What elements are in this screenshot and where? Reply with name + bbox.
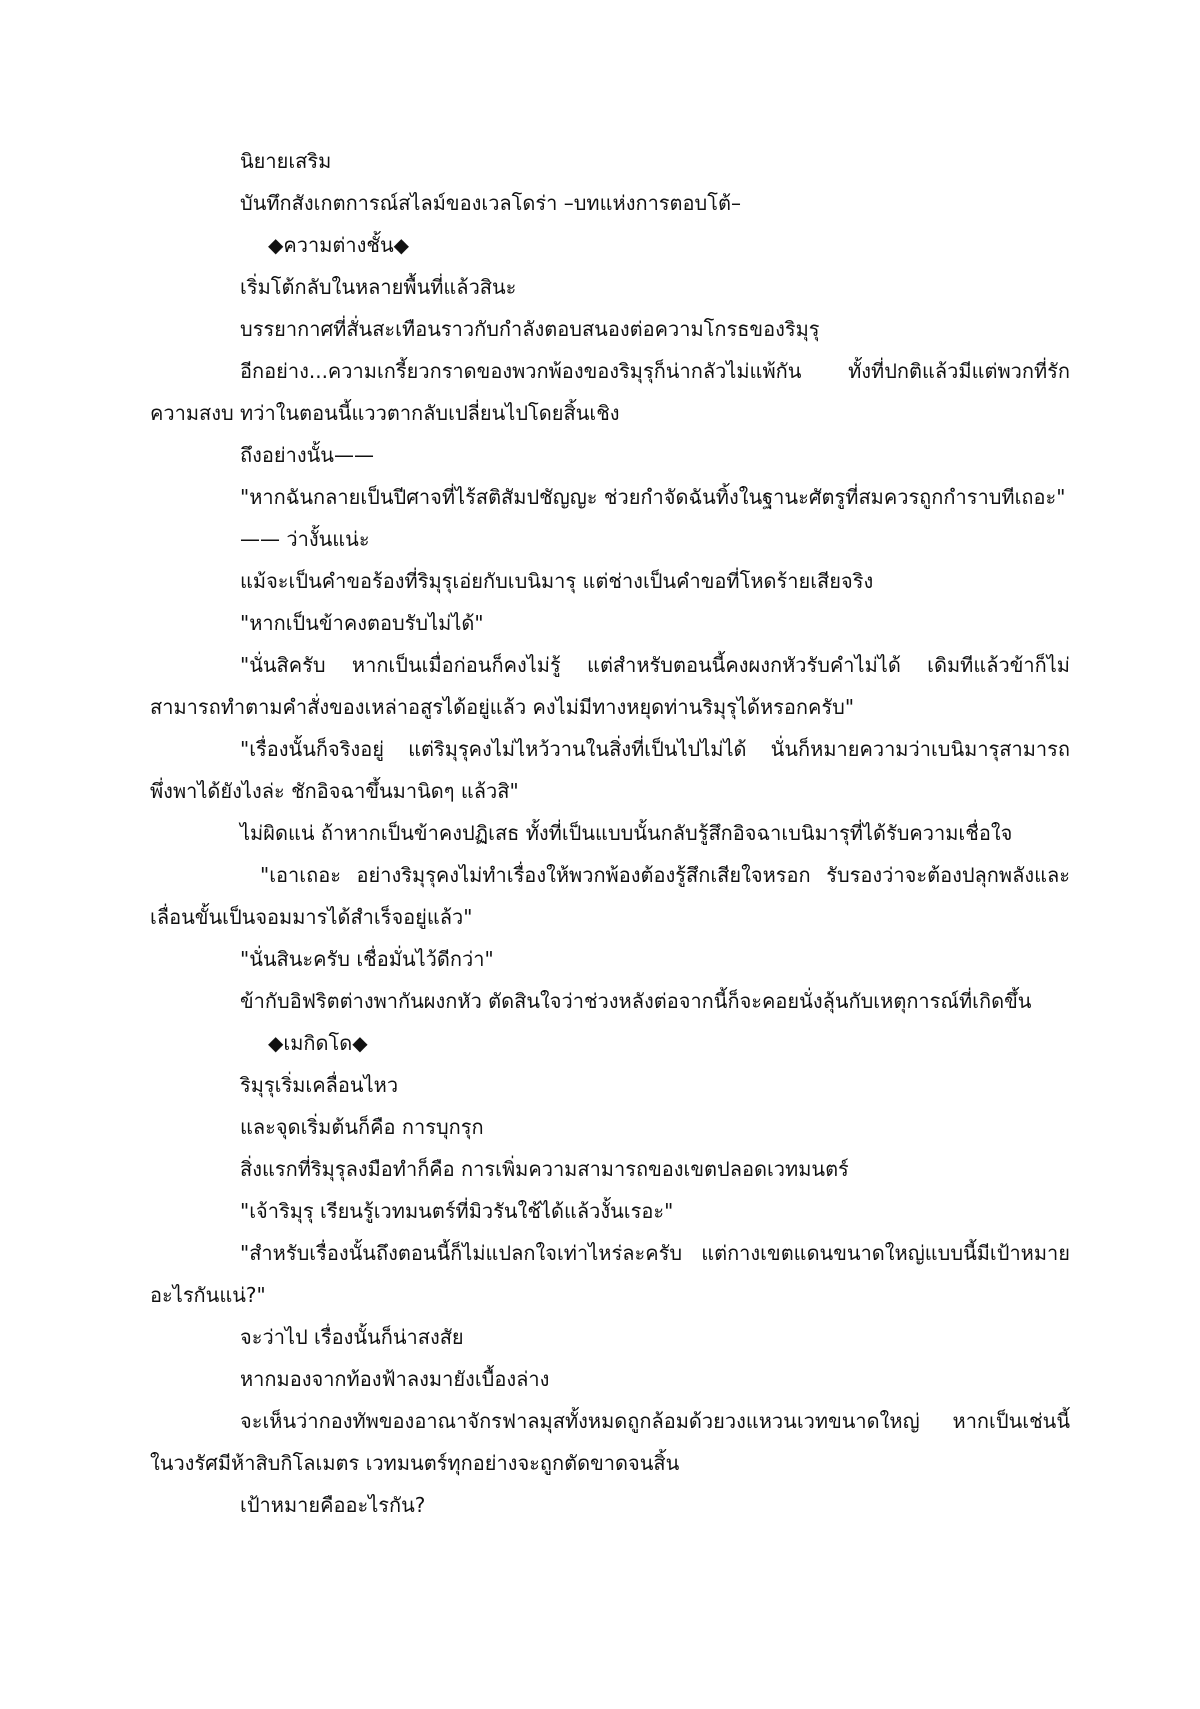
paragraph: "สำหรับเรื่องนั้นถึงตอนนี้ก็ไม่แปลกใจเท่าไหร่ละครับ แต่กางเขตแดนขนาดใหญ่แบบนี้มีเป้าหมายอะไรกันแน่?": [150, 1241, 1070, 1307]
paragraph: ไม่ผิดแน่ ถ้าหากเป็นข้าคงปฏิเสธ ทั้งที่เป็นแบบนั้นกลับรู้สึกอิจฉาเบนิมารุที่ได้รับความเชื่อใจ: [240, 821, 1013, 845]
paragraph: อีกอย่าง...ความเกรี้ยวกราดของพวกพ้องของริมุรุก็น่ากลัวไม่แพ้กัน ทั้งที่ปกติแล้วมีแต่พวกที่รักความสงบ ทว่าในตอนนี้แววตากลับเปลี่ยนไปโดยสิ้นเชิง: [150, 359, 1070, 425]
paragraph: จะว่าไป เรื่องนั้นก็น่าสงสัย: [240, 1325, 464, 1349]
paragraph: "หากเป็นข้าคงตอบรับไม่ได้": [240, 611, 484, 635]
paragraph: เป้าหมายคืออะไรกัน?: [240, 1493, 426, 1517]
paragraph: ริมุรุเริ่มเคลื่อนไหว: [240, 1073, 399, 1097]
paragraph: ถึงอย่างนั้น——: [240, 443, 374, 467]
section-heading: ◆เมกิดโด◆: [268, 1031, 368, 1055]
section-heading: ◆ความต่างชั้น◆: [268, 233, 410, 257]
paragraph: ข้ากับอิฟริตต่างพากันผงกหัว ตัดสินใจว่าช่วงหลังต่อจากนี้ก็จะคอยนั่งลุ้นกับเหตุการณ์ที่เกิดขึ้น: [240, 989, 1032, 1013]
paragraph: บรรยากาศที่สั่นสะเทือนราวกับกำลังตอบสนองต่อความโกรธของริมุรุ: [240, 317, 820, 341]
paragraph: "เจ้าริมุรุ เรียนรู้เวทมนตร์ที่มิวรันใช้ได้แล้วงั้นเรอะ": [240, 1199, 674, 1223]
paragraph: "เรื่องนั้นก็จริงอยู่ แต่ริมุรุคงไม่ไหว้วานในสิ่งที่เป็นไปไม่ได้ นั่นก็หมายความว่าเบนิมารุสามารถพึ่งพาได้ยังไงล่ะ ชักอิจฉาขึ้นมานิดๆ แล้วสิ": [150, 737, 1070, 803]
paragraph: เริ่มโต้กลับในหลายพื้นที่แล้วสินะ: [240, 275, 517, 299]
paragraph: แม้จะเป็นคำขอร้องที่ริมุรุเอ่ยกับเบนิมารุ แต่ช่างเป็นคำขอที่โหดร้ายเสียจริง: [240, 569, 874, 593]
paragraph: สิ่งแรกที่ริมุรุลงมือทำก็คือ การเพิ่มความสามารถของเขตปลอดเวทมนตร์: [240, 1157, 849, 1181]
paragraph: บันทึกสังเกตการณ์สไลม์ของเวลโดร่า –บทแห่งการตอบโต้–: [240, 191, 741, 215]
paragraph: "นั่นสินะครับ เชื่อมั่นไว้ดีกว่า": [240, 947, 494, 971]
paragraph: "เอาเถอะ อย่างริมุรุคงไม่ทำเรื่องให้พวกพ้องต้องรู้สึกเสียใจหรอก รับรองว่าจะต้องปลุกพลังและเลื่อนขั้นเป็นจอมมารได้สำเร็จอยู่แล้ว": [150, 863, 1070, 929]
paragraph: —— ว่างั้นแน่ะ: [240, 527, 370, 551]
paragraph: นิยายเสริม: [240, 149, 332, 173]
paragraph: และจุดเริ่มต้นก็คือ การบุกรุก: [240, 1115, 484, 1139]
paragraph: จะเห็นว่ากองทัพของอาณาจักรฟาลมุสทั้งหมดถูกล้อมด้วยวงแหวนเวทขนาดใหญ่ หากเป็นเช่นนี้ ในวงรัศมีห้าสิบกิโลเมตร เวทมนตร์ทุกอย่างจะถูกตัดขาดจนสิ้น: [150, 1409, 1070, 1475]
paragraph: หากมองจากท้องฟ้าลงมายังเบื้องล่าง: [240, 1367, 550, 1391]
paragraph: "นั่นสิครับ หากเป็นเมื่อก่อนก็คงไม่รู้ แต่สำหรับตอนนี้คงผงกหัวรับคำไม่ได้ เดิมทีแล้วข้าก็ไม่สามารถทำตามคำสั่งของเหล่าอสูรได้อยู่แล้ว คงไม่มีทางหยุดท่านริมุรุได้หรอกครับ": [150, 653, 1070, 719]
paragraph: "หากฉันกลายเป็นปีศาจที่ไร้สติสัมปชัญญะ ช่วยกำจัดฉันทิ้งในฐานะศัตรูที่สมควรถูกกำราบทีเถอะ": [240, 485, 1066, 509]
